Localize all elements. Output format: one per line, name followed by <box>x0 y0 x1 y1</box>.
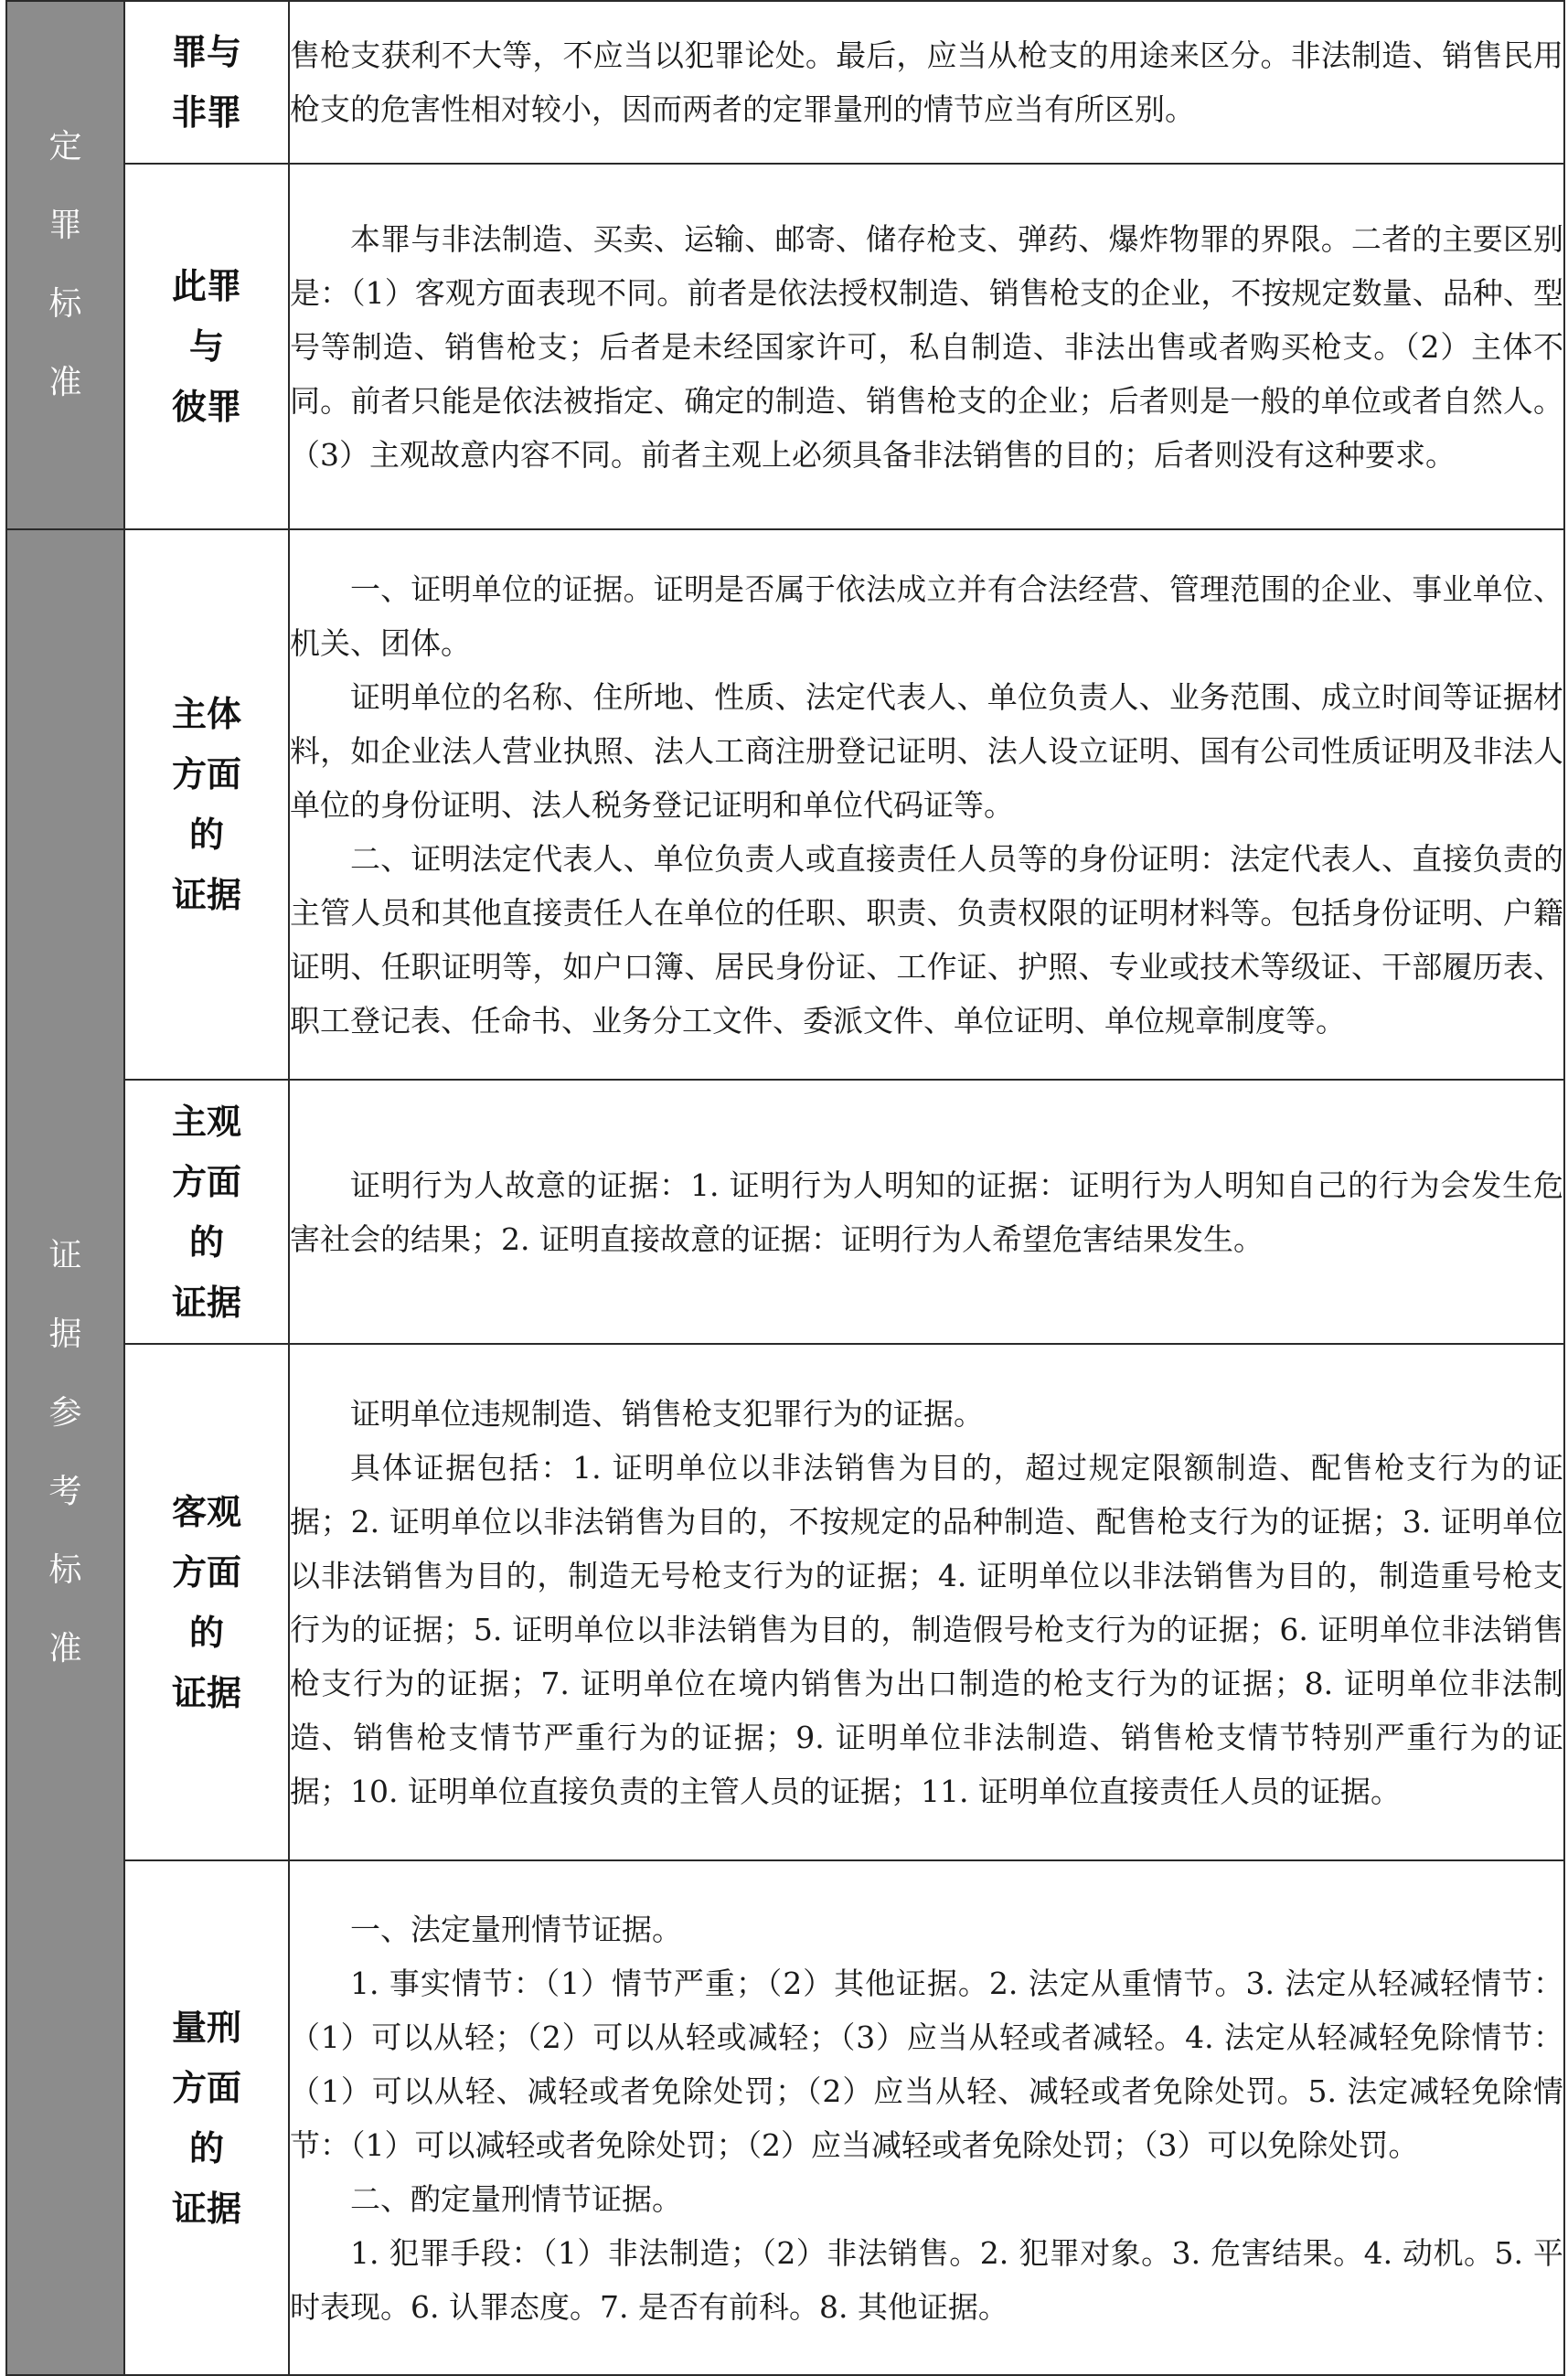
row-content <box>289 1 1564 164</box>
category-char: 证 <box>48 1236 82 1274</box>
category-char: 考 <box>48 1472 82 1510</box>
row-label-line: 方面 <box>171 1161 241 1202</box>
category-cell-evidence-reference <box>6 529 124 2375</box>
category-char: 准 <box>48 364 82 401</box>
category-label <box>7 1217 123 1689</box>
table-row <box>6 1344 1564 1860</box>
table-row <box>6 1080 1564 1344</box>
category-char: 据 <box>48 1315 82 1353</box>
row-label <box>124 1080 289 1344</box>
content-paragraph: 1. 事实情节：（1）情节严重；（2）其他证据。2. 法定从重情节。3. 法定从轻减轻情节：（1）可以从轻；（2）可以从轻或减轻；（3）应当从轻或者减轻。4. 法定从轻减轻免除情节：（1）可以从轻、减轻或者免除处罚；（2）应当从轻、减轻或者免除处罚。5. 法定减轻免除情节：（1）可以减轻或者免除处罚；（2）应当减轻或者免除处罚；（3）可以免除处罚。 <box>290 1965 1563 2163</box>
content-paragraph: 售枪支获利不大等，不应当以犯罪论处。最后，应当从枪支的用途来区分。非法制造、销售民用枪支的危害性相对较小，因而两者的定罪量刑的情节应当有所区别。 <box>290 37 1563 127</box>
row-label-line: 方面 <box>171 2067 241 2108</box>
row-content <box>289 164 1564 529</box>
row-label-line: 彼罪 <box>171 387 241 427</box>
table-row <box>6 1860 1564 2375</box>
row-label <box>124 164 289 529</box>
table-row <box>6 164 1564 529</box>
content-paragraph: 二、证明法定代表人、单位负责人或直接责任人员等的身份证明：法定代表人、直接负责的主管人员和其他直接责任人在单位的任职、职责、负责权限的证明材料等。包括身份证明、户籍证明、任职证明等，如户口簿、居民身份证、工作证、护照、专业或技术等级证、干部履历表、职工登记表、任命书、业务分工文件、委派文件、单位证明、单位规章制度等。 <box>290 840 1563 1039</box>
content-paragraph: 证明行为人故意的证据：1. 证明行为人明知的证据：证明行为人明知自己的行为会发生危害社会的结果；2. 证明直接故意的证据：证明行为人希望危害结果发生。 <box>290 1167 1563 1257</box>
table-row <box>6 1 1564 164</box>
row-label <box>124 1860 289 2375</box>
row-label-line: 方面 <box>171 1551 241 1593</box>
row-content <box>289 529 1564 1080</box>
content-paragraph: 证明单位违规制造、销售枪支犯罪行为的证据。 <box>350 1395 984 1432</box>
row-label-line: 非罪 <box>171 92 241 133</box>
category-char: 定 <box>48 128 82 165</box>
row-label-line: 的 <box>188 1612 224 1653</box>
row-label-line: 证据 <box>171 875 241 915</box>
row-label-line: 与 <box>188 326 224 367</box>
row-label-line: 的 <box>188 2127 224 2168</box>
row-label-line: 证据 <box>171 2188 241 2229</box>
row-label-line: 证据 <box>171 1282 241 1323</box>
row-label-line: 量刑 <box>171 2007 241 2048</box>
category-cell-conviction-standard <box>6 1 124 529</box>
category-char: 标 <box>48 285 82 323</box>
row-label-line: 的 <box>188 815 224 855</box>
row-content <box>289 1860 1564 2375</box>
content-paragraph: 一、证明单位的证据。证明是否属于依法成立并有合法经营、管理范围的企业、事业单位、机关、团体。 <box>290 570 1563 661</box>
evidence-standards-table <box>5 0 1565 2376</box>
row-label-line: 的 <box>188 1221 224 1263</box>
row-label-line: 主观 <box>171 1101 241 1142</box>
row-label <box>124 1 289 164</box>
table-row <box>6 529 1564 1080</box>
category-char: 参 <box>48 1393 82 1432</box>
row-label-line: 方面 <box>171 754 241 794</box>
category-char: 标 <box>48 1550 82 1589</box>
row-label-line: 罪与 <box>171 32 241 72</box>
category-char: 准 <box>48 1629 82 1667</box>
row-label <box>124 1344 289 1860</box>
row-content <box>289 1080 1564 1344</box>
content-paragraph: 证明单位的名称、住所地、性质、法定代表人、单位负责人、业务范围、成立时间等证据材料，如企业法人营业执照、法人工商注册登记证明、法人设立证明、国有公司性质证明及非法人单位的身份证明、法人税务登记证明和单位代码证等。 <box>290 678 1563 823</box>
content-paragraph: 1. 犯罪手段：（1）非法制造；（2）非法销售。2. 犯罪对象。3. 危害结果。4. 动机。5. 平时表现。6. 认罪态度。7. 是否有前科。8. 其他证据。 <box>290 2234 1563 2325</box>
row-content <box>289 1344 1564 1860</box>
content-paragraph: 本罪与非法制造、买卖、运输、邮寄、储存枪支、弹药、爆炸物罪的界限。二者的主要区别是：（1）客观方面表现不同。前者是依法授权制造、销售枪支的企业，不按规定数量、品种、型号等制造、销售枪支；后者是未经国家许可，私自制造、非法出售或者购买枪支。（2）主体不同。前者只能是依法被指定、确定的制造、销售枪支的企业；后者则是一般的单位或者自然人。（3）主观故意内容不同。前者主观上必须具备非法销售的目的；后者则没有这种要求。 <box>290 220 1563 473</box>
row-label-line: 主体 <box>171 694 241 734</box>
category-label <box>7 108 123 422</box>
content-paragraph: 二、酌定量刑情节证据。 <box>350 2180 682 2217</box>
category-char: 罪 <box>48 207 82 244</box>
row-label-line: 证据 <box>171 1672 241 1713</box>
row-label <box>124 529 289 1080</box>
content-paragraph: 具体证据包括：1. 证明单位以非法销售为目的，超过规定限额制造、配售枪支行为的证据；2. 证明单位以非法销售为目的，不按规定的品种制造、配售枪支行为的证据；3. 证明单位以非法销售为目的，制造无号枪支行为的证据；4. 证明单位以非法销售为目的，制造重号枪支行为的证据；5. 证明单位以非法销售为目的，制造假号枪支行为的证据；6. 证明单位非法销售枪支行为的证据；7. 证明单位在境内销售为出口制造的枪支行为的证据；8. 证明单位非法制造、销售枪支情节严重行为的证据；9. 证明单位非法制造、销售枪支情节特别严重行为的证据；10. 证明单位直接负责的主管人员的证据；11. 证明单位直接责任人员的证据。 <box>290 1449 1563 1809</box>
row-label-line: 此罪 <box>171 266 241 306</box>
row-label-line: 客观 <box>171 1491 241 1532</box>
content-paragraph: 一、法定量刑情节证据。 <box>350 1911 682 1947</box>
